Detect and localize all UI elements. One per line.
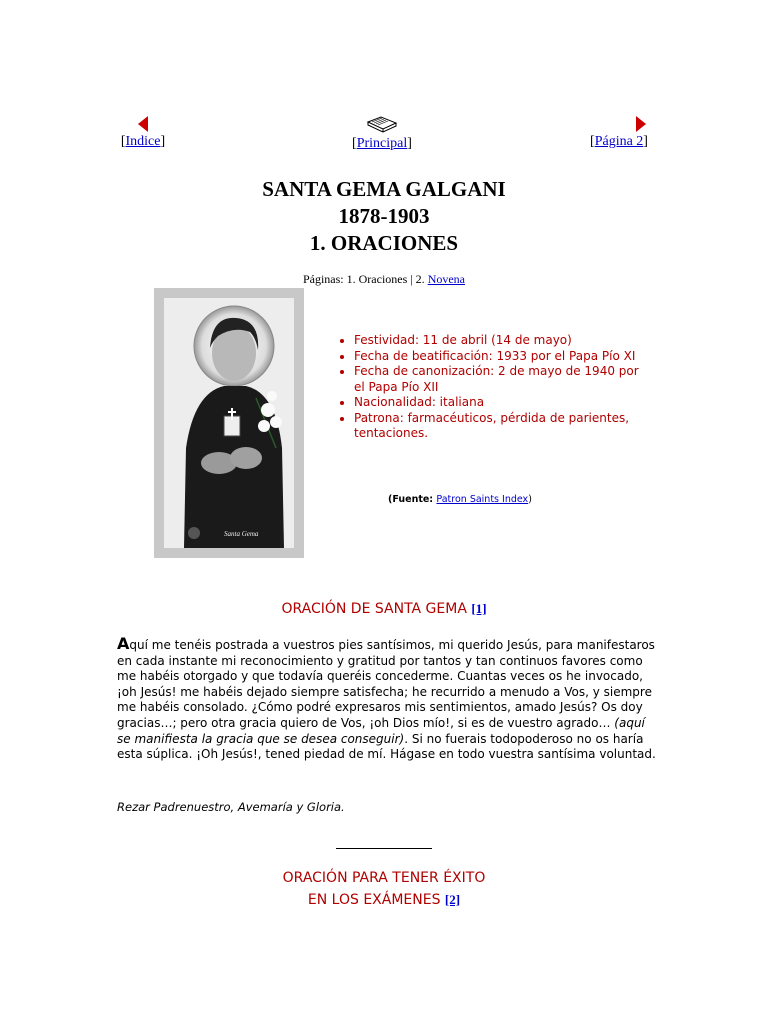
divider — [336, 848, 432, 849]
saint-image — [154, 288, 304, 558]
pages-prefix: Páginas: 1. Oraciones | 2. — [302, 272, 428, 286]
fact-beatification: • Fecha de beatificación: 1933 por el Papa Pío XI — [354, 349, 644, 365]
page-dates: 1878-1903 — [338, 204, 430, 228]
page-section: 1. ORACIONES — [309, 231, 459, 255]
footnote-2-link[interactable]: [2] — [444, 892, 461, 907]
open-book-icon[interactable] — [366, 116, 398, 134]
prayer1-closing: Rezar Padrenuestro, Avemaría y Gloria. — [117, 800, 345, 814]
next-page-link[interactable]: Página 2 — [594, 134, 644, 149]
arrow-right-icon[interactable] — [636, 116, 646, 132]
novena-link[interactable]: Novena — [427, 272, 466, 286]
source-note: (Fuente: Patron Saints Index) — [388, 494, 532, 505]
drop-cap: A — [117, 634, 130, 653]
arrow-left-icon[interactable] — [138, 116, 148, 132]
page-title: SANTA GEMA GALGANI — [262, 177, 506, 201]
footnote-1-link[interactable]: [1] — [471, 601, 487, 616]
facts-list — [332, 333, 644, 442]
nav-home: [Principal] — [344, 116, 420, 152]
prayer1-heading: ORACIÓN DE SANTA GEMA [1] — [281, 601, 487, 617]
fact-canonization: • Fecha de canonización: 2 de mayo de 1940 por el Papa Pío XII — [354, 364, 644, 395]
prayer2-heading: ORACIÓN PARA TENER ÉXITO EN LOS EXÁMENES [2] — [282, 870, 486, 908]
principal-link[interactable]: Principal — [356, 136, 408, 151]
prayer1-text: Aquí me tenéis postrada a vuestros pies santísimos, mi querido Jesús, para manifestaros en cada instante mi reconocimiento y gratitud por tantos y tan continuos favores como me habéis otorgado y que todavía queréis concederme. Cuantas veces os he invocado, ¡oh Jesús! me habéis dejado siempre satisfecha; he recurrido a menudo a Vos, y siempre me habéis consolado. ¿Cómo podré expresaros mis sentimientos, amado Jesús? Os doy gracias…; pero otra gracia quiero de Vos, ¡oh Dios mío!, si es de vuestro agrado… (aquí se manifiesta la gracia que se desea conseguir). Si no fuerais todopoderoso no os haría esta súplica. ¡Oh Jesús!, tened piedad de mí. Hágase en todo vuestra santísima voluntad. — [117, 634, 656, 762]
nav-next: [Página 2] — [586, 116, 652, 150]
index-link[interactable]: Indice — [125, 134, 161, 149]
source-link[interactable]: Patron Saints Index — [436, 494, 529, 505]
fact-nationality: • Nacionalidad: italiana — [354, 395, 644, 411]
nav-prev: [Indice] — [118, 116, 168, 150]
prayer-instruction: (aquí se manifiesta la gracia que se desea conseguir) — [117, 715, 645, 746]
fact-patronage: • Patrona: farmacéuticos, pérdida de parientes, tentaciones. — [354, 411, 644, 442]
saint-portrait — [164, 298, 294, 548]
fact-feast-day: • Festividad: 11 de abril (14 de mayo) — [354, 333, 644, 349]
image-caption: Santa Gema — [224, 530, 259, 538]
pages-nav — [0, 272, 768, 287]
